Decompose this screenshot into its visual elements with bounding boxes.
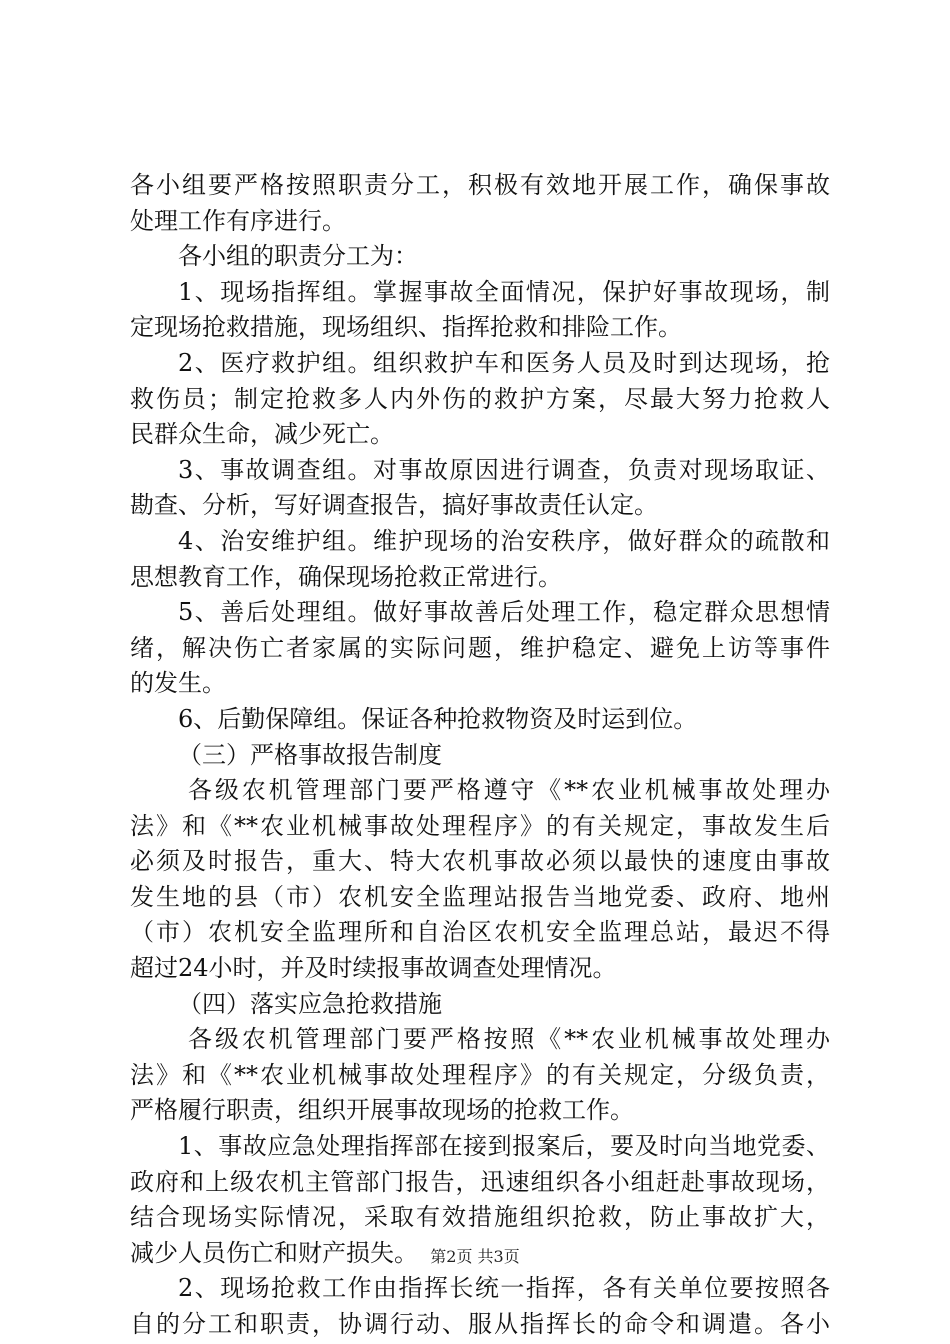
text-line: 自的分工和职责，协调行动、服从指挥长的命令和调遣。各小 [130, 1310, 830, 1338]
text-line: 超过24小时，并及时续报事故调查处理情况。 [130, 954, 617, 983]
text-line: 处理工作有序进行。 [130, 206, 346, 235]
text-line: 定现场抢救措施，现场组织、指挥抢救和排险工作。 [130, 313, 682, 342]
text-line: 勘查、分析，写好调查报告，搞好事故责任认定。 [130, 491, 658, 520]
page-footer: 第2页 共3页 [430, 1247, 520, 1266]
text-line: 4、治安维护组。维护现场的治安秩序，做好群众的疏散和 [178, 526, 830, 555]
text-line: 政府和上级农机主管部门报告，迅速组织各小组赶赴事故现场， [130, 1167, 830, 1196]
text-line: 必须及时报告，重大、特大农机事故必须以最快的速度由事故 [130, 847, 830, 876]
text-line: 救伤员；制定抢救多人内外伤的救护方案，尽最大努力抢救人 [130, 384, 830, 413]
text-line: 绪，解决伤亡者家属的实际问题，维护稳定、避免上访等事件 [130, 633, 830, 662]
text-line: （市）农机安全监理所和自治区农机安全监理总站，最迟不得 [130, 918, 830, 947]
text-line: 6、后勤保障组。保证各种抢救物资及时运到位。 [178, 704, 698, 733]
text-line: 2、医疗救护组。组织救护车和医务人员及时到达现场，抢 [178, 348, 830, 377]
document-body [130, 168, 830, 1343]
text-line: 各小组要严格按照职责分工，积极有效地开展工作，确保事故 [130, 171, 830, 199]
text-line: 各级农机管理部门要严格按照《**农业机械事故处理办 [188, 1025, 830, 1054]
text-line: 各小组的职责分工为： [178, 242, 418, 271]
text-line: （四）落实应急抢救措施 [178, 989, 442, 1018]
text-line: 的发生。 [130, 669, 226, 698]
text-line: 1、事故应急处理指挥部在接到报案后，要及时向当地党委、 [178, 1132, 830, 1161]
text-line: 2、现场抢救工作由指挥长统一指挥，各有关单位要按照各 [178, 1274, 830, 1303]
text-line: 各级农机管理部门要严格遵守《**农业机械事故处理办 [188, 776, 830, 805]
text-line: 3、事故调查组。对事故原因进行调查，负责对现场取证、 [178, 455, 830, 484]
text-line: 思想教育工作，确保现场抢救正常进行。 [130, 562, 562, 591]
text-line: 1、现场指挥组。掌握事故全面情况，保护好事故现场，制 [178, 277, 830, 306]
text-line: 结合现场实际情况，采取有效措施组织抢救，防止事故扩大， [130, 1203, 830, 1232]
text-line: 严格履行职责，组织开展事故现场的抢救工作。 [130, 1096, 634, 1125]
text-line: （三）严格事故报告制度 [178, 740, 442, 769]
text-line: 减少人员伤亡和财产损失。 [130, 1238, 418, 1267]
text-line: 法》和《**农业机械事故处理程序》的有关规定，事故发生后 [130, 811, 830, 840]
text-line: 发生地的县（市）农机安全监理站报告当地党委、政府、地州 [130, 882, 830, 911]
text-line: 5、善后处理组。做好事故善后处理工作，稳定群众思想情 [178, 598, 830, 627]
text-line: 民群众生命，减少死亡。 [130, 420, 394, 449]
text-line: 法》和《**农业机械事故处理程序》的有关规定，分级负责， [130, 1060, 830, 1089]
